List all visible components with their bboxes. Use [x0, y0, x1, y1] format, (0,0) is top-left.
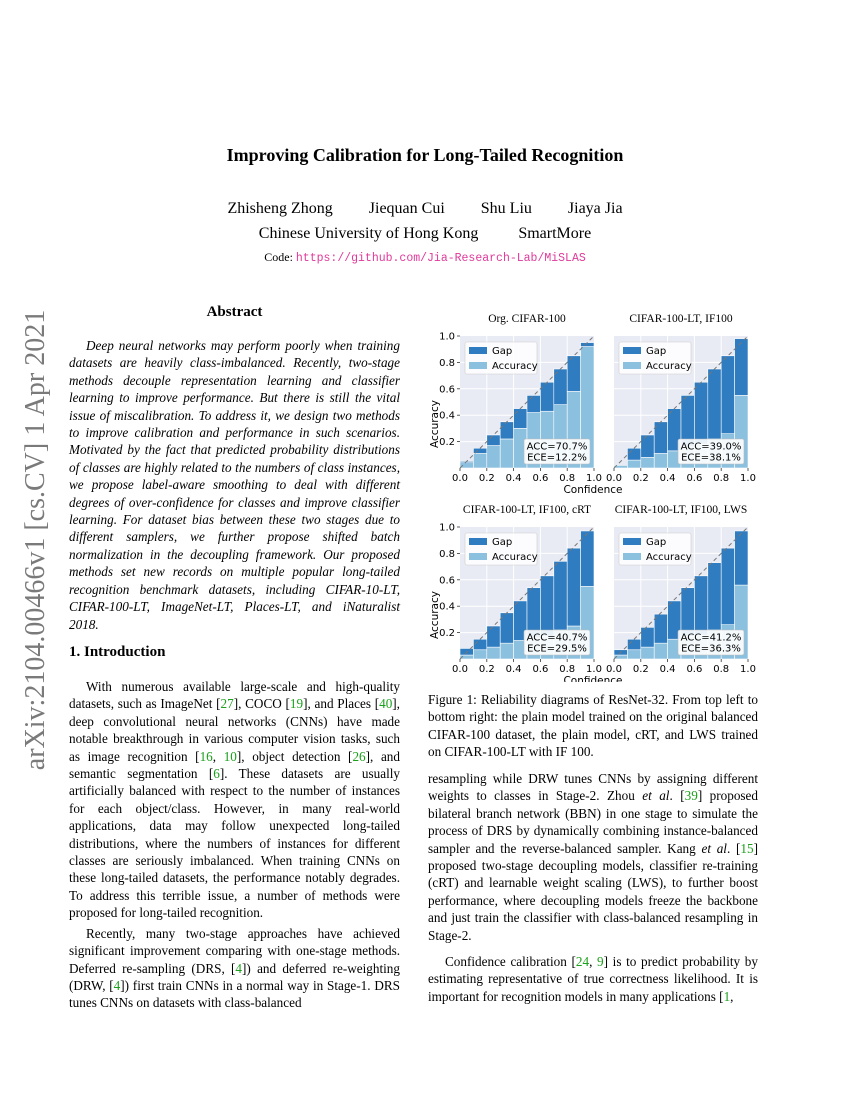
x-tick-label: 0.8: [559, 473, 576, 484]
gap-bar: [500, 422, 513, 439]
affiliation: SmartMore: [518, 225, 592, 242]
gap-bar: [708, 563, 721, 630]
x-tick-label: 0.8: [713, 473, 730, 484]
x-tick-label: 0.6: [532, 473, 549, 484]
citation-link[interactable]: 15: [740, 840, 754, 856]
gap-bar: [735, 339, 748, 396]
legend-swatch-gap: [469, 347, 487, 354]
gap-bar: [641, 627, 654, 647]
legend-swatch-accuracy: [469, 553, 487, 560]
figure-1-caption-block: [428, 691, 758, 761]
x-tick-label: 0.8: [559, 664, 576, 675]
abstract-heading: Abstract: [206, 304, 263, 320]
gap-bar: [694, 576, 707, 635]
legend-label: Gap: [492, 346, 513, 357]
author-name: Jiequan Cui: [368, 200, 445, 217]
legend-swatch-gap: [623, 538, 641, 545]
legend-label: Gap: [646, 346, 667, 357]
y-tick-label: 1.0: [439, 522, 455, 534]
author-name: Shu Liu: [480, 200, 532, 217]
accuracy-bar: [641, 647, 654, 659]
y-axis-label: Accuracy: [429, 400, 441, 448]
ece-metric: ECE=36.3%: [681, 643, 741, 655]
introduction-heading: 1. Introduction: [69, 644, 166, 660]
citation-link[interactable]: 16: [199, 748, 213, 764]
code-url-link[interactable]: https://github.com/Jia-Research-Lab/MiSLAS: [295, 252, 586, 265]
gap-bar: [627, 448, 640, 460]
x-tick-label: 0.4: [505, 473, 522, 484]
arxiv-identifier: [14, 300, 58, 780]
gap-bar: [514, 409, 527, 429]
x-axis-label: Confidence: [563, 675, 623, 682]
accuracy-bar: [654, 453, 667, 468]
legend-swatch-gap: [469, 538, 487, 545]
x-tick-label: 0.0: [606, 664, 622, 675]
x-tick-label: 0.6: [532, 664, 549, 675]
gap-bar: [581, 531, 594, 586]
abstract-section: [69, 304, 400, 633]
right-paragraph-1: resampling while DRW tunes CNNs by assigning different weights to classes in Stage-2. Zhou et al. [39] proposed bilateral branch network (BBN) in one stage to simulate the process of DRS by dynamically combining instance-balanced sampler and the reverse-balanced sampler. Kang et al. [15] proposed two-stage decoupling models, classifier re-training (cRT) and learnable weight scaling (LWS), to further boost performance, where decoupling models freeze the backbone and just train the classifier with class-balanced resampling in Stage-2.: [428, 771, 758, 943]
citation-link[interactable]: 24: [575, 954, 590, 970]
panel-title: CIFAR-100-LT, IF100: [629, 313, 733, 325]
accuracy-bar: [641, 457, 654, 468]
gap-bar: [694, 382, 707, 444]
citation-link[interactable]: 1: [723, 988, 731, 1004]
accuracy-metric: ACC=70.7%: [526, 441, 588, 453]
gap-bar: [654, 614, 667, 643]
figure-1: [428, 302, 758, 687]
x-tick-label: 0.0: [452, 664, 468, 675]
citation-link[interactable]: 4: [235, 960, 243, 976]
y-tick-label: 0.4: [439, 410, 455, 422]
y-tick-label: 0.2: [439, 437, 455, 449]
gap-bar: [487, 435, 500, 446]
accuracy-bar: [473, 650, 486, 659]
intro-paragraph-1: With numerous available large-scale and high-quality datasets, such as ImageNet [27], COCO [19], and Places [40], deep convolutional neural networks (CNNs) have made notable breakthrough in various computer vision tasks, such as image recognition [16, 10], object detection [26], and semantic segmentation [6]. These datasets are usually artificially balanced with respect to the number of instances for each object/class. However, in many real-world applications, data may follow unexpected long-tailed distributions, where the numbers of instances for different classes are seriously imbalanced. When training CNNs on these long-tailed datasets, the performance notably degrades. To address this terrible issue, a number of methods were proposed for long-tailed recognition.: [69, 679, 400, 921]
author-list: [0, 200, 850, 218]
citation-link[interactable]: 19: [289, 696, 304, 712]
author-name: Zhisheng Zhong: [227, 200, 333, 217]
accuracy-bar: [627, 460, 640, 468]
accuracy-bar: [500, 643, 513, 659]
gap-bar: [721, 548, 734, 625]
italic-text: et al: [642, 788, 670, 804]
legend-swatch-accuracy: [469, 362, 487, 369]
y-tick-label: 0.8: [439, 357, 455, 369]
x-tick-label: 0.8: [713, 664, 730, 675]
x-tick-label: 0.2: [632, 664, 649, 675]
x-tick-label: 1.0: [586, 473, 602, 484]
legend-label: Accuracy: [646, 361, 692, 372]
citation-link[interactable]: 27: [220, 696, 234, 712]
affiliation-list: [0, 225, 850, 243]
y-tick-label: 0.6: [439, 384, 455, 396]
gap-bar: [681, 588, 694, 637]
citation-link[interactable]: 39: [684, 788, 698, 804]
citation-link[interactable]: 10: [223, 748, 237, 764]
gap-bar: [567, 356, 580, 392]
x-tick-label: 0.4: [505, 664, 522, 675]
legend-swatch-accuracy: [623, 553, 641, 560]
italic-text: et al: [701, 840, 727, 856]
y-tick-label: 0.2: [439, 628, 455, 640]
x-tick-label: 0.2: [632, 473, 649, 484]
legend-label: Gap: [646, 537, 667, 548]
citation-link[interactable]: 40: [379, 696, 393, 712]
x-tick-label: 0.0: [452, 473, 468, 484]
gap-bar: [554, 561, 567, 630]
gap-bar: [708, 369, 721, 439]
citation-link[interactable]: 9: [597, 954, 604, 970]
y-tick-label: 0.4: [439, 601, 455, 613]
x-tick-label: 0.2: [478, 664, 495, 675]
x-tick-label: 0.4: [659, 473, 676, 484]
panel-title: CIFAR-100-LT, IF100, cRT: [462, 504, 592, 516]
gap-bar: [540, 576, 553, 637]
accuracy-bar: [473, 453, 486, 468]
ece-metric: ECE=29.5%: [527, 643, 587, 655]
accuracy-bar: [487, 647, 500, 659]
x-tick-label: 0.6: [686, 664, 703, 675]
accuracy-bar: [487, 446, 500, 468]
right-paragraph-2: Confidence calibration [24, 9] is to predict probability by estimating representative of true correctness likelihood. It is important for recognition models in many applications [1,: [428, 954, 758, 1004]
citation-link[interactable]: 4: [113, 977, 121, 993]
accuracy-bar: [627, 650, 640, 659]
y-axis-label: Accuracy: [429, 591, 441, 639]
y-tick-label: 1.0: [439, 331, 455, 343]
ece-metric: ECE=38.1%: [681, 452, 741, 464]
x-axis-label: Confidence: [563, 484, 623, 496]
gap-bar: [527, 395, 540, 412]
citation-link[interactable]: 26: [352, 748, 366, 764]
legend-swatch-accuracy: [623, 362, 641, 369]
abstract-text: Deep neural networks may perform poorly when training datasets are heavily class-imbalanced. Recently, two-stage methods decouple representation learning and classifier learning to improve performance. But there is still the vital issue of miscalibration. To address it, we design two methods to improve calibration and performance in such scenarios. Motivated by the fact that predicted probability distributions of classes are highly related to the numbers of class instances, we propose label-aware smoothing to deal with different degrees of over-confidence for classes and improve classifier learning. For dataset bias between these two stages due to different samplers, we further propose shifted batch normalization in the decoupling framework. Our proposed methods set new records on multiple popular long-tailed recognition benchmark datasets, including CIFAR-10-LT, CIFAR-100-LT, ImageNet-LT, Places-LT, and iNaturalist 2018.: [69, 338, 400, 632]
legend-label: Accuracy: [492, 552, 538, 563]
x-tick-label: 0.2: [478, 473, 495, 484]
gap-bar: [735, 531, 748, 585]
affiliation: Chinese University of Hong Kong: [258, 225, 479, 242]
paper-title: Improving Calibration for Long-Tailed Recognition: [226, 145, 624, 165]
citation-link[interactable]: 6: [213, 766, 220, 782]
panel-title: CIFAR-100-LT, IF100, LWS: [614, 504, 748, 516]
intro-paragraph-2: Recently, many two-stage approaches have achieved significant improvement comparing with one-stage methods. Deferred re-sampling (DRS, [4]) and deferred re-weighting (DRW, [4]) first train CNNs in a normal way in Stage-1. DRS tunes CNNs on datasets with class-balanced: [69, 925, 400, 1011]
y-tick-label: 0.8: [439, 548, 455, 560]
gap-bar: [567, 548, 580, 626]
right-column-text: [428, 770, 758, 1005]
gap-bar: [721, 356, 734, 434]
x-tick-label: 1.0: [740, 473, 756, 484]
reliability-diagrams-figure: [428, 302, 758, 682]
gap-bar: [487, 626, 500, 647]
legend-label: Gap: [492, 537, 513, 548]
legend-swatch-gap: [623, 347, 641, 354]
introduction-section: [69, 644, 400, 1012]
accuracy-metric: ACC=39.0%: [680, 441, 742, 453]
accuracy-bar: [654, 643, 667, 659]
code-line: [0, 250, 850, 265]
y-tick-label: 0.6: [439, 575, 455, 587]
arxiv-identifier-text: arXiv:2104.00466v1 [cs.CV] 1 Apr 2021: [20, 309, 51, 771]
legend-label: Accuracy: [646, 552, 692, 563]
panel-title: Org. CIFAR-100: [488, 313, 566, 325]
x-tick-label: 0.6: [686, 473, 703, 484]
author-name: Jiaya Jia: [567, 200, 623, 217]
x-tick-label: 1.0: [740, 664, 756, 675]
accuracy-bar: [500, 439, 513, 468]
figure-1-caption: Figure 1: Reliability diagrams of ResNet-32. From top left to bottom right: the plain model trained on the original balanced CIFAR-100 dataset, the plain model, cRT, and LWS trained on CIFAR-100-LT with IF 100.: [428, 692, 758, 760]
x-tick-label: 1.0: [586, 664, 602, 675]
accuracy-metric: ACC=40.7%: [526, 632, 588, 644]
accuracy-metric: ACC=41.2%: [680, 632, 742, 644]
gap-bar: [641, 435, 654, 457]
x-tick-label: 0.0: [606, 473, 622, 484]
ece-metric: ECE=12.2%: [527, 452, 587, 464]
legend-label: Accuracy: [492, 361, 538, 372]
code-label: Code:: [264, 250, 293, 264]
gap-bar: [554, 369, 567, 405]
x-tick-label: 0.4: [659, 664, 676, 675]
